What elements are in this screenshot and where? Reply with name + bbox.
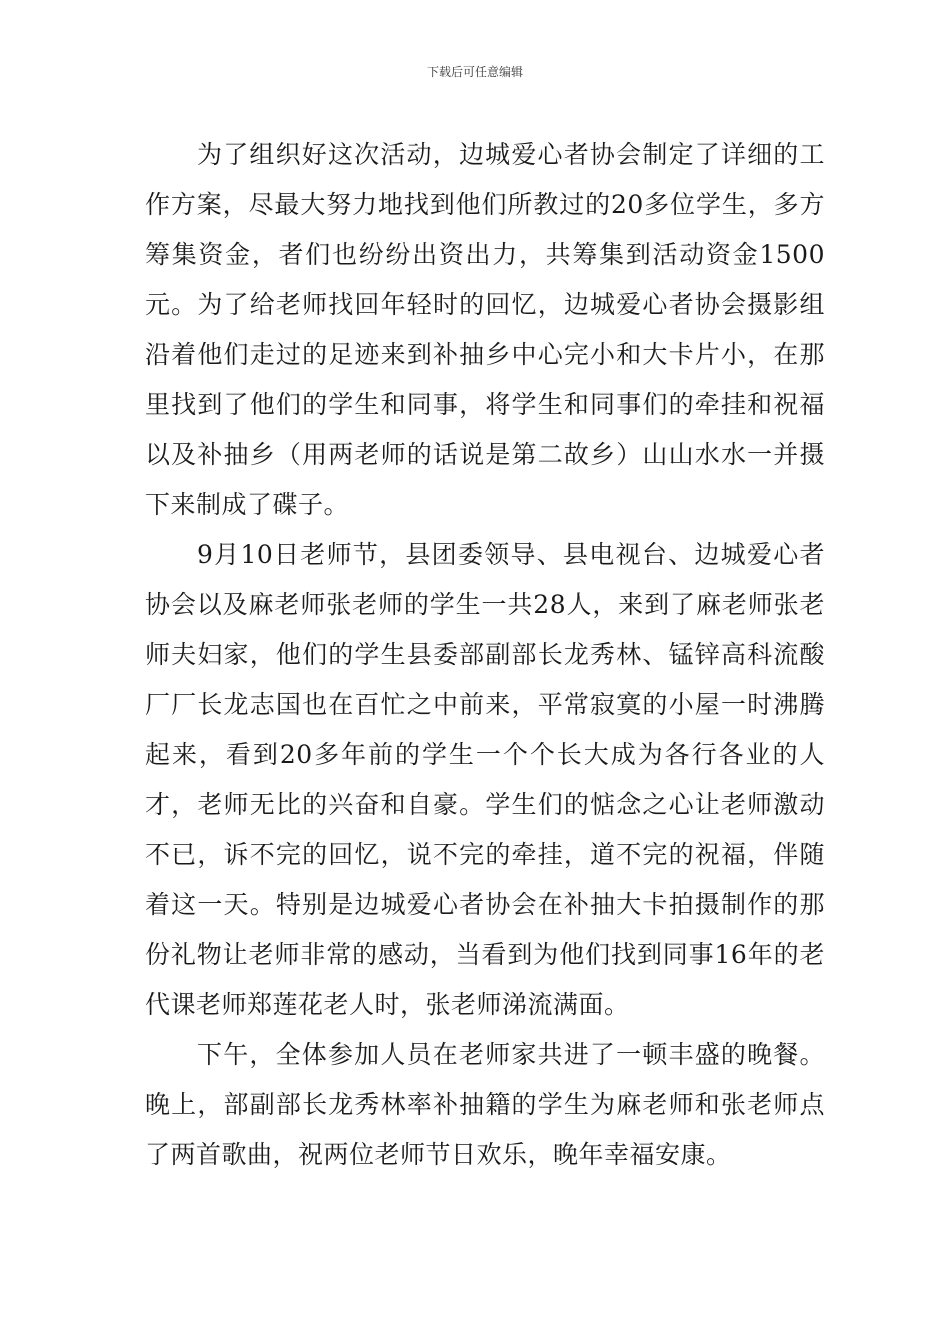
paragraph-evening-dinner: 下午，全体参加人员在老师家共进了一顿丰盛的晚餐。晚上，部副部长龙秀林率补抽籍的学生为麻老师和张老师点了两首歌曲，祝两位老师节日欢乐，晚年幸福安康。 <box>145 1040 825 1169</box>
paragraph-teachers-day-visit: 9月10日老师节，县团委领导、县电视台、边城爱心者协会以及麻老师张老师的学生一共28人，来到了麻老师张老师夫妇家，他们的学生县委部副部长龙秀林、锰锌高科流酸厂厂长龙志国也在百忙之中前来，平常寂寞的小屋一时沸腾起来，看到20多年前的学生一个个长大成为各行各业的人才，老师无比的兴奋和自豪。学生们的惦念之心让老师激动不已，诉不完的回忆，说不完的牵挂，道不完的祝福，伴随着这一天。特别是边城爱心者协会在补抽大卡拍摄制作的那份礼物让老师非常的感动，当看到为他们找到同事16年的老代课老师郑莲花老人时，张老师涕流满面。 <box>145 540 825 1019</box>
paragraph-activity-preparation: 为了组织好这次活动，边城爱心者协会制定了详细的工作方案，尽最大努力地找到他们所教过的20多位学生，多方筹集资金，者们也纷纷出资出力，共筹集到活动资金1500元。为了给老师找回年轻时的回忆，边城爱心者协会摄影组沿着他们走过的足迹来到补抽乡中心完小和大卡片小，在那里找到了他们的学生和同事，将学生和同事们的牵挂和祝福以及补抽乡（用两老师的话说是第二故乡）山山水水一并摄下来制成了碟子。 <box>145 140 825 519</box>
page-header-note: 下载后可任意编辑 <box>426 65 523 79</box>
document-body <box>145 130 825 1180</box>
